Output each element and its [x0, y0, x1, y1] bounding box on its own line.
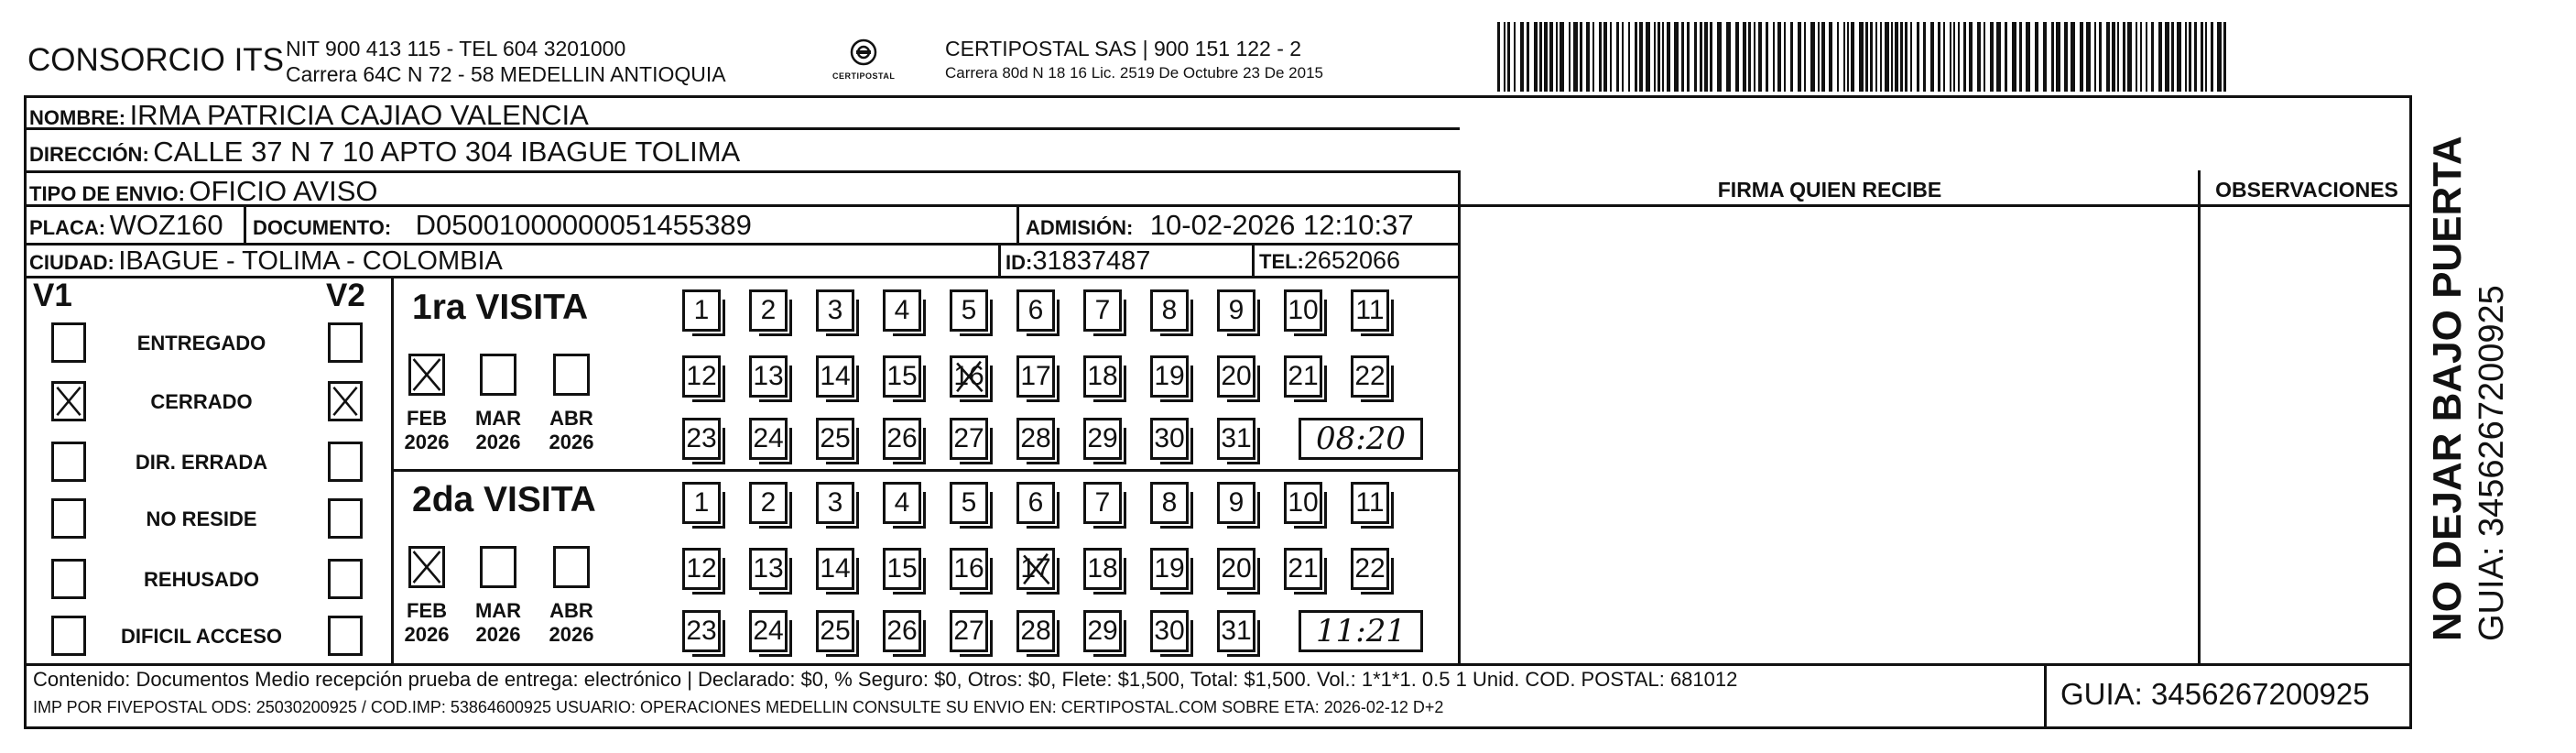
- day-number: 19: [1154, 553, 1185, 584]
- id-cell: [1005, 246, 1150, 277]
- id-label: ID:: [1005, 251, 1033, 274]
- day-box[interactable]: [883, 610, 921, 652]
- day-number: 6: [1027, 487, 1044, 518]
- carrier-logo-text: CERTIPOSTAL: [832, 71, 896, 81]
- day-number: 21: [1288, 553, 1319, 584]
- day-box[interactable]: [1150, 289, 1189, 332]
- day-box[interactable]: [950, 289, 988, 332]
- month-name: MAR: [474, 407, 522, 430]
- month-year: 2026: [404, 623, 450, 646]
- day-box[interactable]: [682, 482, 721, 524]
- day-number: 14: [820, 553, 851, 584]
- day-number: 12: [686, 361, 717, 391]
- month-year: 2026: [549, 623, 594, 646]
- day-number: 31: [1221, 616, 1252, 646]
- day-number: 1: [693, 487, 710, 518]
- month-name: FEB: [407, 599, 447, 622]
- day-number: 6: [1027, 295, 1044, 325]
- x-mark-icon: [54, 384, 83, 419]
- day-number: 10: [1288, 295, 1319, 325]
- month-name: MAR: [474, 599, 522, 622]
- day-box[interactable]: [1351, 355, 1389, 398]
- day-box[interactable]: [1016, 418, 1055, 460]
- day-number: 9: [1228, 487, 1245, 518]
- day-number: 8: [1161, 295, 1178, 325]
- month-label: [544, 407, 599, 454]
- day-box[interactable]: [1284, 482, 1322, 524]
- month-year: 2026: [549, 431, 594, 453]
- day-number: 18: [1087, 553, 1118, 584]
- month-label: [399, 599, 454, 647]
- day-number: 15: [886, 361, 918, 391]
- day-number: 10: [1288, 487, 1319, 518]
- month-name: FEB: [407, 407, 447, 430]
- day-box[interactable]: [682, 548, 721, 590]
- v2-status-checkbox[interactable]: [328, 559, 363, 599]
- x-mark-icon: [331, 384, 360, 419]
- day-number: 25: [820, 423, 851, 453]
- status-label: DIR. ERRADA: [135, 451, 268, 474]
- v2-label: V2: [326, 278, 365, 313]
- day-box[interactable]: [682, 355, 721, 398]
- v2-status-checkbox[interactable]: [328, 616, 363, 656]
- day-number: 26: [886, 616, 918, 646]
- day-number: 23: [686, 616, 717, 646]
- day-number: 16: [953, 361, 984, 391]
- name-label: NOMBRE:: [29, 106, 126, 129]
- day-number: 5: [961, 487, 977, 518]
- day-box[interactable]: [950, 355, 988, 398]
- day-number: 25: [820, 616, 851, 646]
- v2-status-checkbox[interactable]: [328, 322, 363, 363]
- day-number: 24: [753, 423, 784, 453]
- carrier-address: Carrera 80d N 18 16 Lic. 2519 De Octubre 23 De 2015: [945, 64, 1323, 82]
- day-box[interactable]: [1217, 289, 1255, 332]
- day-box[interactable]: [950, 610, 988, 652]
- city-label: CIUDAD:: [29, 251, 114, 274]
- day-box[interactable]: [749, 548, 788, 590]
- side-warning: NO DEJAR BAJO PUERTA: [2425, 136, 2470, 641]
- day-box[interactable]: [1083, 418, 1122, 460]
- month-checkbox[interactable]: [480, 546, 516, 588]
- day-number: 9: [1228, 295, 1245, 325]
- day-number: 21: [1288, 361, 1319, 391]
- send-type-label: TIPO DE ENVIO:: [29, 182, 185, 205]
- carrier-logo: [829, 37, 898, 88]
- day-box[interactable]: [1217, 610, 1255, 652]
- day-box[interactable]: [816, 355, 854, 398]
- divider: [998, 243, 1001, 276]
- tel-cell: [1259, 246, 1400, 275]
- day-number: 2: [760, 295, 777, 325]
- day-box[interactable]: [1217, 482, 1255, 524]
- day-box[interactable]: [883, 289, 921, 332]
- day-number: 2: [760, 487, 777, 518]
- day-number: 28: [1020, 423, 1051, 453]
- plate: WOZ160: [109, 209, 223, 241]
- status-label: CERRADO: [150, 390, 253, 413]
- day-number: 7: [1094, 295, 1111, 325]
- day-number: 27: [953, 616, 984, 646]
- status-label: DIFICIL ACCESO: [120, 625, 282, 648]
- x-mark-icon: [411, 356, 442, 393]
- day-box[interactable]: [950, 548, 988, 590]
- day-box[interactable]: [1016, 289, 1055, 332]
- side-guia: GUIA: 3456267200925: [2473, 285, 2511, 641]
- day-box[interactable]: [1150, 548, 1189, 590]
- day-number: 27: [953, 423, 984, 453]
- day-number: 29: [1087, 423, 1118, 453]
- v1-status-checkbox[interactable]: [51, 381, 86, 421]
- day-box[interactable]: [749, 418, 788, 460]
- day-box[interactable]: [1217, 355, 1255, 398]
- month-checkbox[interactable]: [480, 354, 516, 396]
- day-box[interactable]: [1083, 482, 1122, 524]
- divider: [24, 170, 1460, 173]
- v2-status-checkbox[interactable]: [328, 442, 363, 482]
- footer-guia: GUIA: 3456267200925: [2060, 677, 2370, 711]
- day-number: 11: [1355, 487, 1385, 518]
- day-box[interactable]: [1083, 610, 1122, 652]
- day-number: 29: [1087, 616, 1118, 646]
- company-nit: NIT 900 413 115 - TEL 604 3201000: [286, 37, 626, 60]
- month-year: 2026: [475, 623, 521, 646]
- month-checkbox[interactable]: [408, 546, 445, 588]
- day-box[interactable]: [1284, 548, 1322, 590]
- day-box[interactable]: [1217, 418, 1255, 460]
- day-number: 4: [894, 295, 910, 325]
- signature-header: FIRMA QUIEN RECIBE: [1717, 178, 1942, 202]
- month-label: [471, 407, 526, 454]
- day-number: 31: [1221, 423, 1252, 453]
- day-number: 5: [961, 295, 977, 325]
- divider: [391, 469, 1459, 472]
- document-cell: [253, 209, 752, 242]
- month-year: 2026: [404, 431, 450, 453]
- day-box[interactable]: [749, 289, 788, 332]
- v2-status-checkbox[interactable]: [328, 498, 363, 539]
- day-box[interactable]: [749, 355, 788, 398]
- day-number: 28: [1020, 616, 1051, 646]
- city-row: [29, 246, 503, 277]
- observations-header: OBSERVACIONES: [2215, 178, 2398, 202]
- day-number: 30: [1154, 616, 1185, 646]
- day-box[interactable]: [1150, 418, 1189, 460]
- month-year: 2026: [475, 431, 521, 453]
- plate-row: [29, 209, 223, 242]
- day-number: 15: [886, 553, 918, 584]
- day-box[interactable]: [1083, 548, 1122, 590]
- day-box[interactable]: [883, 548, 921, 590]
- day-box[interactable]: [749, 482, 788, 524]
- barcode: [1497, 22, 2230, 92]
- day-number: 18: [1087, 361, 1118, 391]
- day-number: 22: [1354, 553, 1386, 584]
- day-box[interactable]: [816, 482, 854, 524]
- visit-time: 11:21: [1299, 610, 1423, 652]
- address-row: [29, 136, 740, 169]
- x-mark-icon: [411, 549, 442, 585]
- address-label: DIRECCIÓN:: [29, 143, 149, 166]
- company-address: Carrera 64C N 72 - 58 MEDELLIN ANTIOQUIA: [286, 62, 726, 86]
- day-number: 3: [827, 295, 843, 325]
- carrier-name: CERTIPOSTAL SAS | 900 151 122 - 2: [945, 37, 1302, 60]
- month-label: [471, 599, 526, 647]
- signature-area: [1462, 209, 2196, 661]
- visit-time: 08:20: [1299, 418, 1423, 460]
- footer-content: Contenido: Documentos Medio recepción prueba de entrega: electrónico | Declarado: $0, % Seguro: $0, Otros: $0, Flete: $1,500, Total: $1,500. Vol.: 1*1*1. 0.5 1 Unid. COD. POSTAL: 681012: [33, 668, 1738, 691]
- day-box[interactable]: [883, 418, 921, 460]
- document-number: D05001000000051455389: [415, 209, 752, 241]
- day-box[interactable]: [1217, 548, 1255, 590]
- id-number: 31837487: [1032, 246, 1151, 276]
- status-label: ENTREGADO: [136, 332, 266, 355]
- month-name: ABR: [549, 599, 593, 622]
- divider: [1458, 170, 1461, 665]
- day-number: 20: [1221, 553, 1252, 584]
- v1-status-checkbox[interactable]: [51, 559, 86, 599]
- day-box[interactable]: [1150, 482, 1189, 524]
- visit-title: 1ra VISITA: [412, 288, 589, 327]
- day-box[interactable]: [749, 610, 788, 652]
- day-number: 24: [753, 616, 784, 646]
- day-number: 7: [1094, 487, 1111, 518]
- divider: [1460, 204, 2412, 207]
- divider: [2198, 170, 2201, 665]
- day-number: 4: [894, 487, 910, 518]
- visit-title: 2da VISITA: [412, 480, 596, 519]
- day-box[interactable]: [1150, 610, 1189, 652]
- header: [0, 0, 2576, 92]
- day-number: 13: [753, 361, 784, 391]
- plate-label: PLACA:: [29, 216, 106, 239]
- day-number: 14: [820, 361, 851, 391]
- day-box[interactable]: [1284, 355, 1322, 398]
- day-box[interactable]: [816, 289, 854, 332]
- day-box[interactable]: [682, 418, 721, 460]
- day-box[interactable]: [1351, 289, 1389, 332]
- admission-date: 10-02-2026 12:10:37: [1149, 209, 1414, 241]
- month-name: ABR: [549, 407, 593, 430]
- day-number: 8: [1161, 487, 1178, 518]
- name-row: [29, 99, 589, 132]
- day-number: 1: [693, 295, 710, 325]
- tel-label: TEL:: [1259, 250, 1304, 273]
- day-number: 13: [753, 553, 784, 584]
- day-number: 22: [1354, 361, 1386, 391]
- day-number: 19: [1154, 361, 1185, 391]
- day-box[interactable]: [1016, 548, 1055, 590]
- divider: [244, 204, 246, 243]
- divider: [2044, 663, 2047, 727]
- v2-status-checkbox[interactable]: [328, 381, 363, 421]
- day-box[interactable]: [816, 548, 854, 590]
- day-number: 16: [953, 553, 984, 584]
- day-number: 20: [1221, 361, 1252, 391]
- send-type: OFICIO AVISO: [189, 175, 378, 207]
- recipient-address: CALLE 37 N 7 10 APTO 304 IBAGUE TOLIMA: [153, 136, 741, 168]
- month-checkbox[interactable]: [553, 354, 590, 396]
- v1-label: V1: [33, 278, 72, 313]
- day-box[interactable]: [1016, 355, 1055, 398]
- day-box[interactable]: [883, 355, 921, 398]
- day-box[interactable]: [1083, 289, 1122, 332]
- v1-status-checkbox[interactable]: [51, 498, 86, 539]
- day-box[interactable]: [682, 289, 721, 332]
- day-box[interactable]: [682, 610, 721, 652]
- v1-status-checkbox[interactable]: [51, 442, 86, 482]
- day-box[interactable]: [816, 418, 854, 460]
- day-box[interactable]: [1284, 289, 1322, 332]
- status-label: REHUSADO: [144, 568, 259, 591]
- recipient-name: IRMA PATRICIA CAJIAO VALENCIA: [129, 99, 589, 131]
- document-label: DOCUMENTO:: [253, 216, 392, 239]
- day-box[interactable]: [1016, 610, 1055, 652]
- divider: [24, 663, 2412, 666]
- day-number: 30: [1154, 423, 1185, 453]
- footer-imp: IMP POR FIVEPOSTAL ODS: 25030200925 / COD.IMP: 53864600925 USUARIO: OPERACIONES MEDELLIN CONSULTE SU ENVIO EN: CERTIPOSTAL.COM SOBRE ETA: 2026-02-12 D+2: [33, 698, 1444, 716]
- divider: [1016, 204, 1019, 243]
- day-box[interactable]: [950, 418, 988, 460]
- day-box[interactable]: [1150, 355, 1189, 398]
- city: IBAGUE - TOLIMA - COLOMBIA: [118, 246, 503, 276]
- divider: [24, 243, 1460, 246]
- day-number: 26: [886, 423, 918, 453]
- day-box[interactable]: [883, 482, 921, 524]
- day-number: 12: [686, 553, 717, 584]
- observations-area: [2201, 209, 2410, 661]
- month-label: [544, 599, 599, 647]
- day-box[interactable]: [1016, 482, 1055, 524]
- month-checkbox[interactable]: [408, 354, 445, 396]
- day-box[interactable]: [1351, 548, 1389, 590]
- status-label: NO RESIDE: [146, 507, 257, 530]
- company-name: CONSORCIO ITS: [27, 42, 285, 78]
- v1-status-checkbox[interactable]: [51, 322, 86, 363]
- day-box[interactable]: [950, 482, 988, 524]
- tel-number: 2652066: [1303, 246, 1401, 274]
- month-label: [399, 407, 454, 454]
- day-number: 3: [827, 487, 843, 518]
- day-number: 11: [1355, 295, 1385, 325]
- day-number: 17: [1020, 361, 1051, 391]
- admission-label: ADMISIÓN:: [1026, 216, 1134, 239]
- side-text: [2424, 92, 2561, 641]
- day-number: 17: [1020, 553, 1051, 584]
- divider: [1252, 243, 1255, 276]
- v1-status-checkbox[interactable]: [51, 616, 86, 656]
- day-box[interactable]: [816, 610, 854, 652]
- send-type-row: [29, 175, 378, 208]
- day-number: 23: [686, 423, 717, 453]
- day-box[interactable]: [1351, 482, 1389, 524]
- month-checkbox[interactable]: [553, 546, 590, 588]
- x-mark-icon: [1019, 551, 1052, 587]
- day-box[interactable]: [1083, 355, 1122, 398]
- x-mark-icon: [952, 358, 985, 395]
- admission-cell: [1026, 209, 1414, 242]
